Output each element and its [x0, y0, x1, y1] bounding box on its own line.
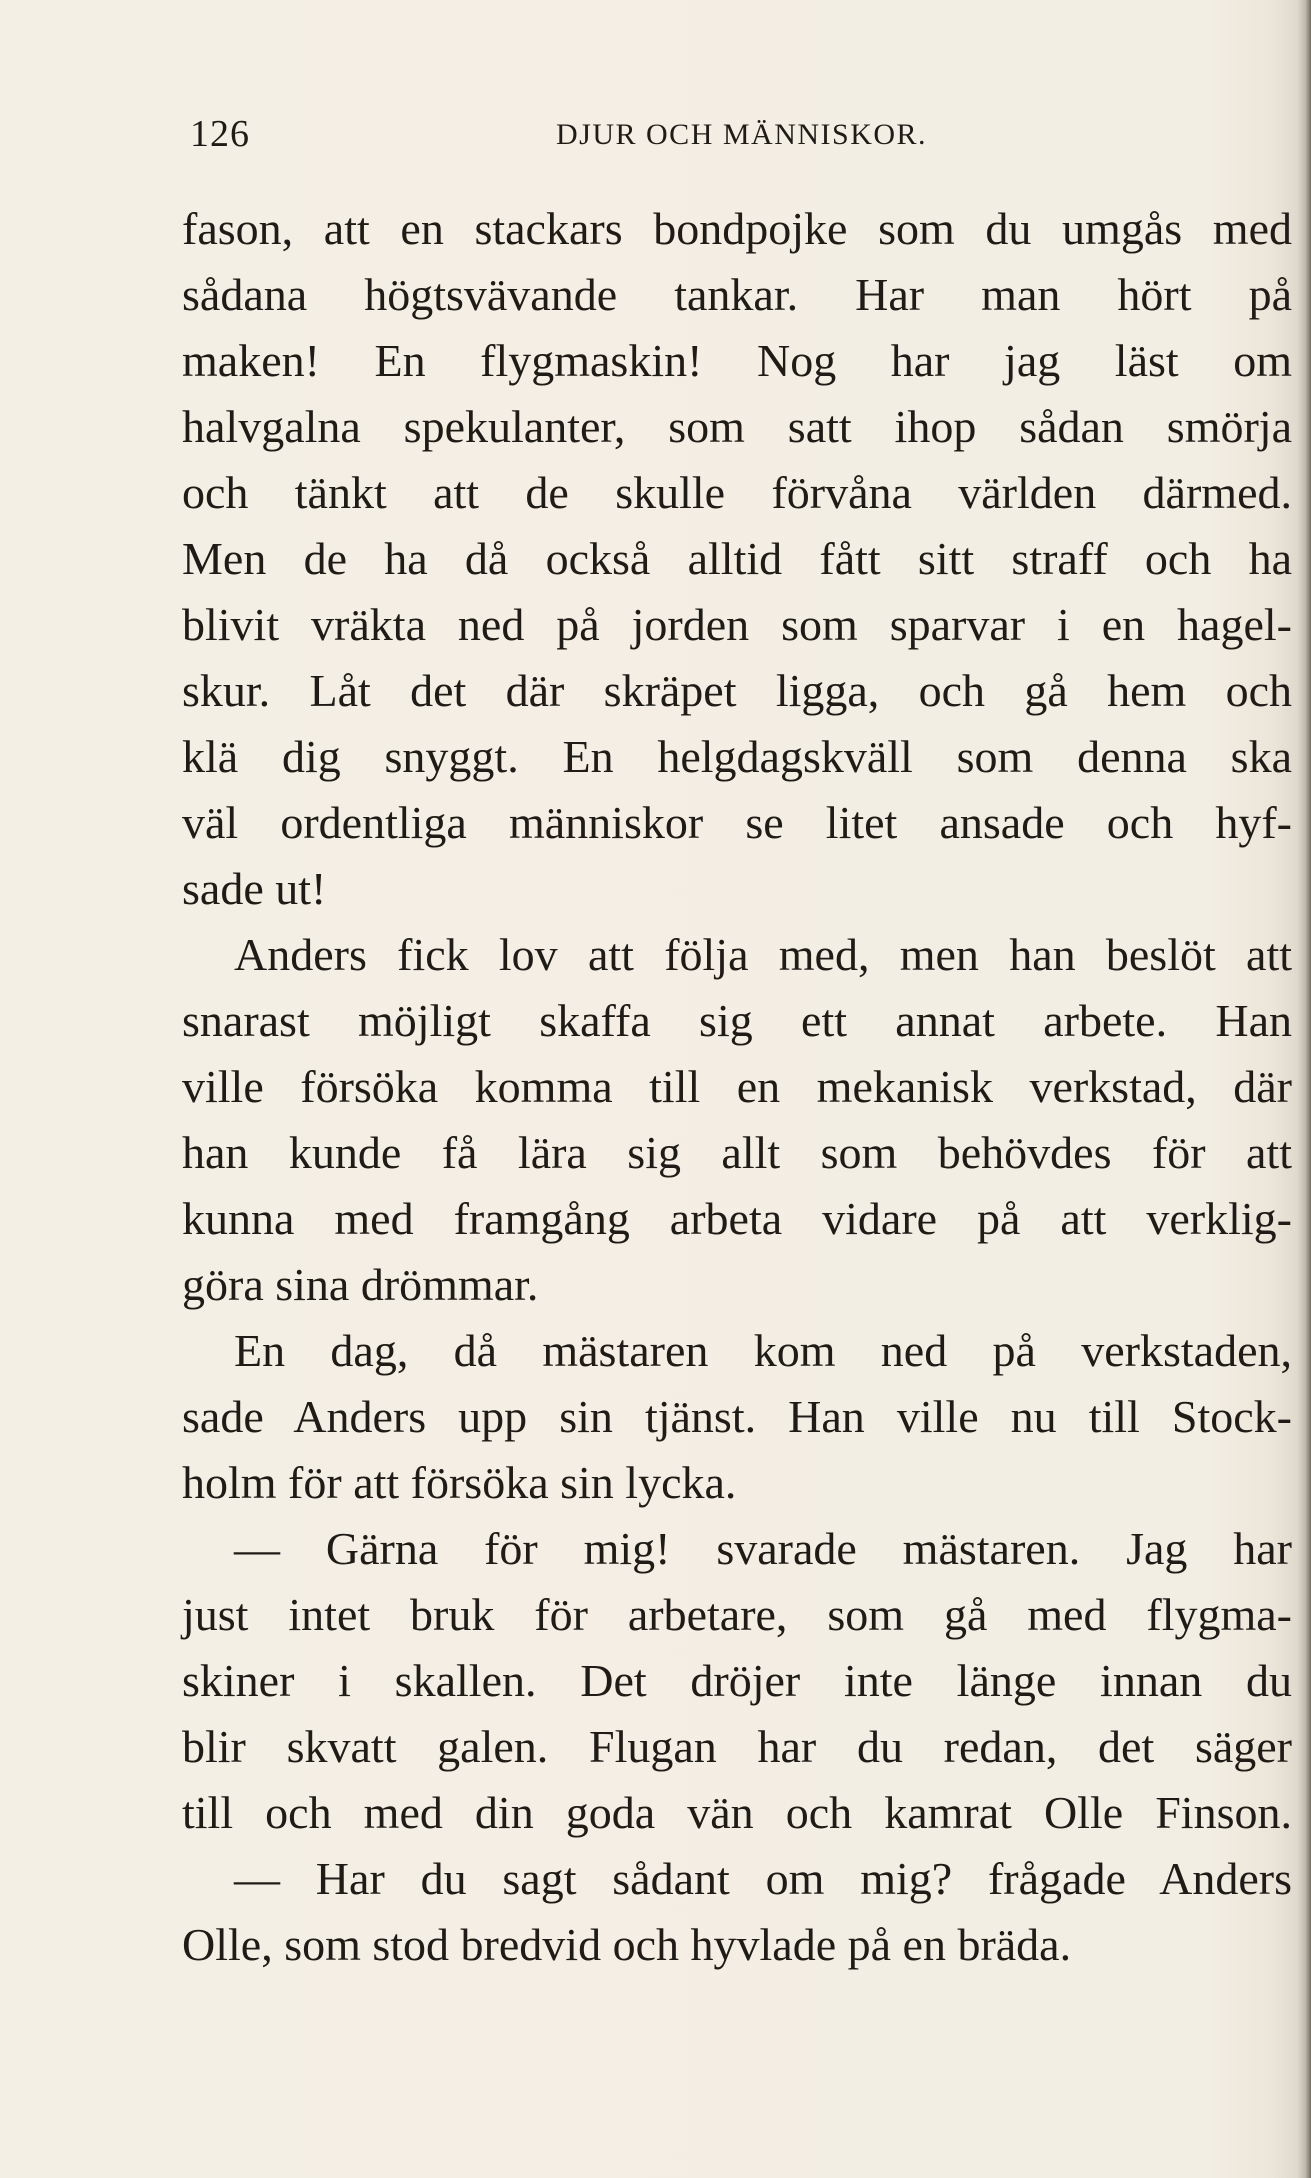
text-line: snarast möjligt skaffa sig ett annat arbete. Han	[182, 995, 1292, 1046]
text-line: just intet bruk för arbetare, som gå med flygma-	[182, 1589, 1292, 1640]
text-line: till och med din goda vän och kamrat Olle Finson.	[182, 1787, 1292, 1838]
text-line: Men de ha då också alltid fått sitt straff och ha	[182, 533, 1292, 584]
text-line: kunna med framgång arbeta vidare på att verklig-	[182, 1193, 1292, 1244]
body-text	[182, 196, 1292, 1978]
running-title: DJUR OCH MÄNNISKOR.	[556, 118, 928, 151]
running-head	[190, 112, 1290, 162]
text-line: han kunde få lära sig allt som behövdes för att	[182, 1127, 1292, 1178]
text-line: göra sina drömmar.	[182, 1259, 539, 1310]
text-line: skur. Låt det där skräpet ligga, och gå hem och	[182, 665, 1292, 716]
text-line: sade ut!	[182, 863, 327, 914]
text-line: holm för att försöka sin lycka.	[182, 1457, 737, 1508]
text-line: sade Anders upp sin tjänst. Han ville nu till Stock-	[182, 1391, 1292, 1442]
page-number: 126	[190, 113, 250, 155]
text-line: och tänkt att de skulle förvåna världen därmed.	[182, 467, 1292, 518]
text-line: blivit vräkta ned på jorden som sparvar i en hagel-	[182, 599, 1292, 650]
text-line: klä dig snyggt. En helgdagskväll som denna ska	[182, 731, 1292, 782]
text-line: maken! En flygmaskin! Nog har jag läst om	[182, 335, 1292, 386]
text-line: fason, att en stackars bondpojke som du umgås med	[182, 203, 1292, 254]
text-line: ville försöka komma till en mekanisk verkstad, där	[182, 1061, 1292, 1112]
text-line: väl ordentliga människor se litet ansade och hyf-	[182, 797, 1292, 848]
text-line: sådana högtsvävande tankar. Har man hört på	[182, 269, 1292, 320]
text-line: — Har du sagt sådant om mig? frågade Anders	[234, 1853, 1292, 1904]
text-line: En dag, då mästaren kom ned på verkstaden,	[234, 1325, 1292, 1376]
text-line: blir skvatt galen. Flugan har du redan, det säger	[182, 1721, 1292, 1772]
page-edge-shadow	[1297, 0, 1311, 2178]
text-line: — Gärna för mig! svarade mästaren. Jag har	[234, 1523, 1292, 1574]
text-line: skiner i skallen. Det dröjer inte länge innan du	[182, 1655, 1292, 1706]
text-line: halvgalna spekulanter, som satt ihop sådan smörja	[182, 401, 1292, 452]
text-line: Olle, som stod bredvid och hyvlade på en bräda.	[182, 1919, 1072, 1970]
text-line: Anders fick lov att följa med, men han beslöt att	[234, 929, 1292, 980]
